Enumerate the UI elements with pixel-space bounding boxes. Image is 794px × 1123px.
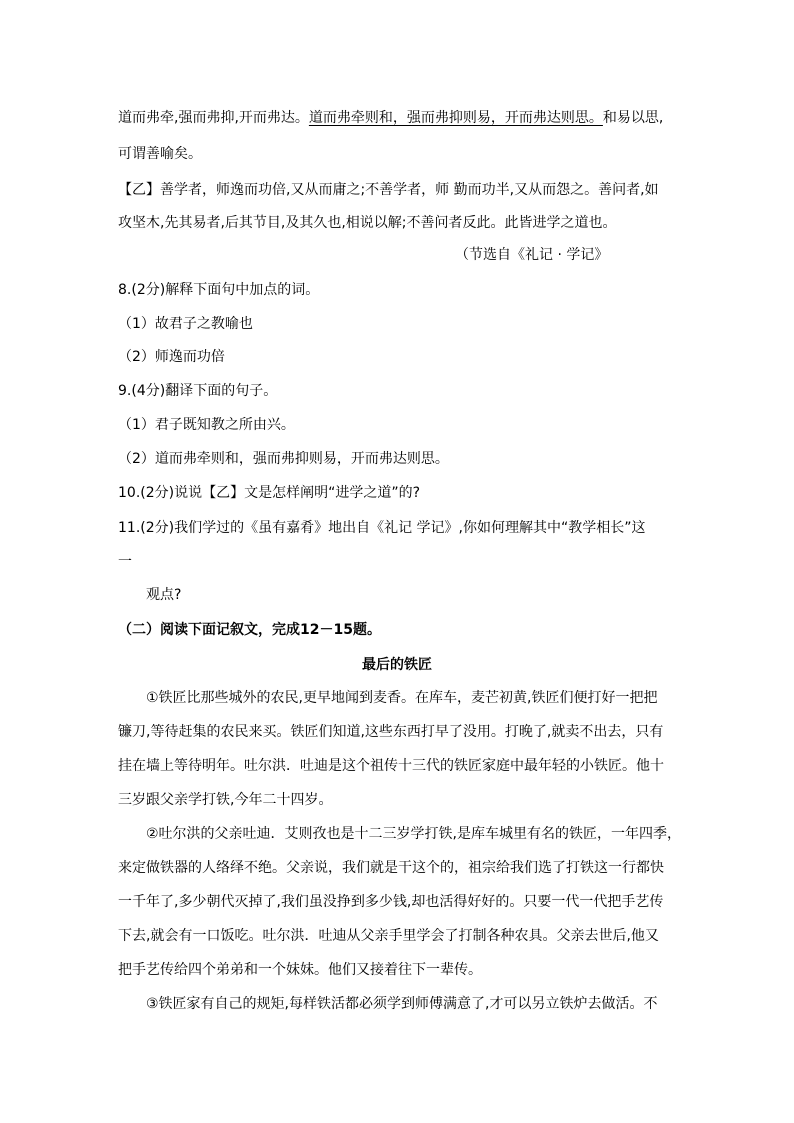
question-10: 10.(2分)说说【乙】文是怎样阐明“进学之道”的? [118,485,421,501]
question-9-1: （1）君子既知教之所由兴。 [118,417,295,433]
section-heading: （二）阅读下面记叙文，完成12－15题。 [118,622,381,638]
passage-jia-line-2: 可谓善喻矣。 [118,146,202,162]
question-11-continuation: 一 [118,554,132,570]
question-8-1: （1）故君子之教喻也 [118,316,253,332]
question-8: 8.(2分)解释下面句中加点的词。 [118,282,320,298]
story-p1-line-3: 挂在墙上等待明年。吐尔洪．吐迪是这个祖传十三代的铁匠家庭中最年轻的小铁匠。他十 [118,758,664,774]
story-p1-line-1: ①铁匠比那些城外的农民,更早地闻到麦香。在库车，麦芒初黄,铁匠们便打好一把把 [146,690,658,706]
question-8-2: （2）师逸而功倍 [118,349,225,365]
passage-yi-line-2: 攻坚木,先其易者,后其节目,及其久也,相说以解;不善问者反此。此皆进学之道也。 [118,215,617,231]
story-title: 最后的铁匠 [362,657,432,673]
question-11: 11.(2分)我们学过的《虽有嘉肴》地出自《礼记 学记》,你如何理解其中“教学相长”这 [118,520,646,536]
passage-yi-line-1: 【乙】善学者，师逸而功倍,又从而庸之;不善学者，师 勤而功半,又从而怨之。善问者,如 [118,182,659,198]
story-p2-line-4: 下去,就会有一口饭吃。吐尔洪．吐迪从父亲手里学会了打制各种农具。父亲去世后,他又 [118,928,659,944]
story-p2-line-5: 把手艺传给四个弟弟和一个妹妹。他们又接着往下一辈传。 [118,962,482,978]
passage-jia-text: 道而弗牵,强而弗抑,开而弗达。 [118,110,309,126]
story-p1-line-4: 三岁跟父亲学打铁,今年二十四岁。 [118,792,333,808]
story-p3-line-1: ③铁匠家有自己的规矩,每样铁活都必须学到师傅满意了,才可以另立铁炉去做活。不 [146,996,658,1012]
underlined-sentence: 道而弗牵则和，强而弗抑则易，开而弗达则思。 [308,110,603,126]
passage-jia-line-1 [118,108,663,128]
story-p2-line-2: 来定做铁器的人络绎不绝。父亲说，我们就是干这个的，祖宗给我们选了打铁这一行都快 [118,860,664,876]
story-p2-line-1: ②吐尔洪的父亲吐迪．艾则孜也是十二三岁学打铁,是库车城里有名的铁匠，一年四季， [146,826,681,842]
story-p1-line-2: 镰刀,等待赶集的农民来买。铁匠们知道,这些东西打早了没用。打晚了,就卖不出去，只有 [118,724,664,740]
passage-source: （节选自《礼记 · 学记》 [455,247,609,263]
question-9: 9.(4分)翻译下面的句子。 [118,383,278,399]
passage-jia-text: 和易以思, [602,110,664,126]
question-11-end: 观点? [146,587,182,603]
story-p2-line-3: 一千年了,多少朝代灭掉了,我们虽没挣到多少钱,却也活得好好的。只要一代一代把手艺传 [118,894,664,910]
question-9-2: （2）道而弗牵则和，强而弗抑则易，开而弗达则思。 [118,451,449,467]
